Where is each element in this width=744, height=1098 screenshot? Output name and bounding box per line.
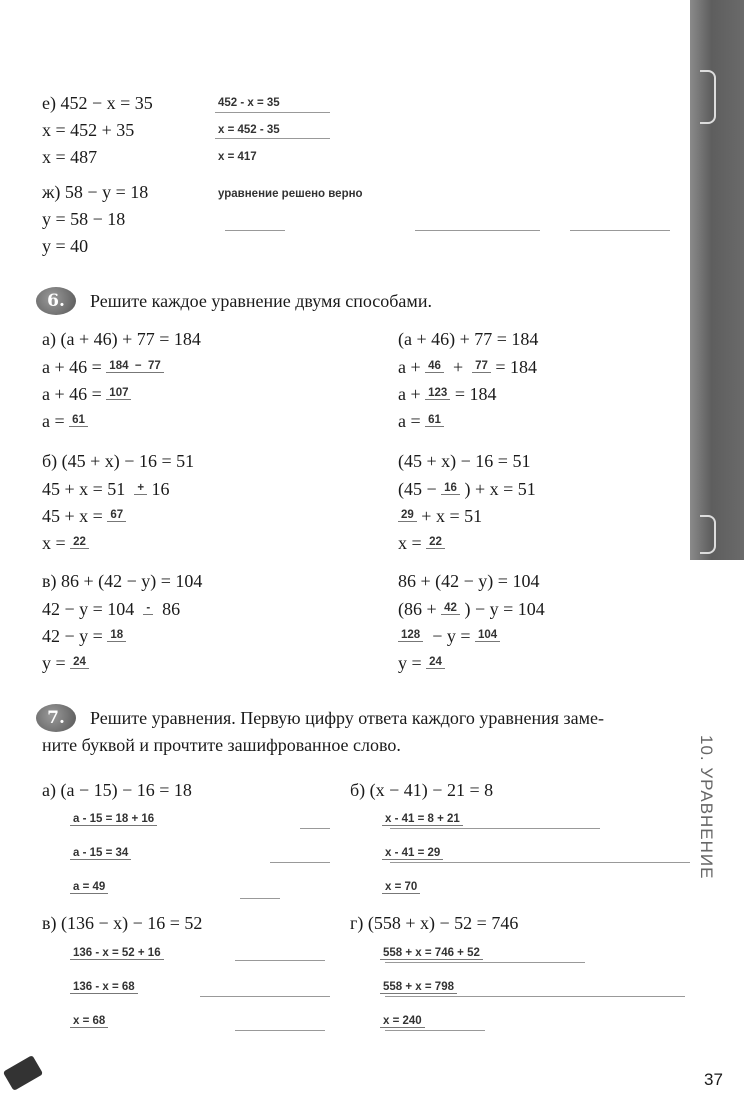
e-answers-line [215,119,283,143]
printed-text: г) (558 + x) − 52 = 746 [350,913,519,933]
printed-text: a + [398,384,426,404]
writing-line [270,862,330,863]
answer-text: 558 + x = 746 + 52 [380,947,483,960]
printed-text: y = [398,653,427,673]
t6-b-right-line [398,504,482,528]
printed-text: 45 + x = 51 [42,479,135,499]
printed-text: 16 [147,479,170,499]
writing-line [200,996,330,997]
task-6-title: Решите каждое уравнение двумя способами. [90,291,432,311]
zh-printed-line [42,181,148,204]
printed-text: + [443,357,473,377]
writing-line [235,960,325,961]
answer-text: a - 15 = 34 [70,847,131,860]
printed-text: x = [42,533,71,553]
printed-text: y = [42,653,71,673]
printed-text: 42 − y = 104 [42,599,144,619]
printed-text: y = 40 [42,236,89,256]
printed-text: 42 − y = [42,626,108,646]
zh-printed-line [42,208,125,231]
printed-text: y = 58 − 18 [42,209,126,229]
t6-b-left-line [42,477,170,501]
e-printed-line [42,119,134,142]
answer-text: 22 [70,536,89,549]
t6-v-left-line [42,570,202,593]
t6-b-left-line [42,450,194,473]
t6-v-right-line [398,597,545,621]
t6-v-left-line [42,624,126,648]
chapter-tab-band [690,0,744,560]
t6-v-right-line [398,570,539,593]
printed-text: a + 46 = [42,357,107,377]
t7-b-ans-line [382,876,420,900]
tab-notch [700,70,716,124]
answer-text: a - 15 = 18 + 16 [70,813,157,826]
writing-line [385,962,585,963]
printed-text: = 184 [450,384,497,404]
answer-text: x = 70 [382,881,420,894]
answer-text: 24 [426,656,445,669]
printed-text: x = 452 + 35 [42,120,135,140]
answer-text: 558 + x = 798 [380,981,457,994]
printed-text: = 184 [490,357,538,377]
answer-text: 184 − 77 [106,360,163,373]
writing-line [225,230,285,231]
printed-text: a + 46 = [42,384,107,404]
answer-text: 61 [69,414,88,427]
t6-a-left-line [42,355,164,379]
answer-text: x = 417 [218,151,257,163]
printed-text: + x = 51 [416,506,483,526]
printed-text: 86 + (42 − y) = 104 [398,571,540,591]
t7-b-line [350,779,493,802]
t7-a-ans-line [70,842,131,866]
task-6-number: 6. [36,287,76,315]
answer-text: x = 240 [380,1015,425,1028]
t6-a-right-line [398,328,538,351]
printed-text: е) 452 − x = 35 [42,93,153,113]
answer-text: x - 41 = 29 [382,847,443,860]
printed-text: (45 + x) − 16 = 51 [398,451,531,471]
writing-line [390,828,600,829]
t6-v-right-line [398,624,500,648]
t6-a-right-line [398,355,537,379]
t6-a-right-line [398,409,444,433]
t6-a-left-line [42,409,88,433]
printed-text: ) + x = 51 [459,479,536,499]
writing-line [235,1030,325,1031]
printed-text: а) (a + 46) + 77 = 184 [42,329,201,349]
e-answers-line [215,146,260,170]
answer-text: 123 [425,387,450,400]
answer-text: - [143,602,153,615]
answer-text: 136 - x = 68 [70,981,138,994]
writing-line [215,112,330,113]
answer-text: 16 [441,482,460,495]
printed-text: (a + 46) + 77 = 184 [398,329,539,349]
publisher-logo [3,1055,43,1091]
writing-line [385,1030,485,1031]
answer-text: 24 [70,656,89,669]
printed-text: б) (x − 41) − 21 = 8 [350,780,494,800]
e-printed-line [42,146,97,169]
t6-a-right-line [398,382,496,406]
printed-text: ж) 58 − y = 18 [42,182,149,202]
printed-text: − y = [423,626,475,646]
zh-printed-line [42,235,88,258]
answer-text: 77 [472,360,491,373]
t7-a-ans-line [70,876,108,900]
answer-text: 67 [107,509,126,522]
t7-g-line [350,912,518,935]
printed-text: x = 487 [42,147,98,167]
t7-v-line [42,912,202,935]
e-printed-line [42,92,153,115]
printed-text: a = [42,411,70,431]
answer-text: 104 [475,629,500,642]
t6-v-left-line [42,597,180,621]
writing-line [415,230,540,231]
printed-text: а) (a − 15) − 16 = 18 [42,780,192,800]
chapter-label: 10. УРАВНЕНИЕ [697,735,716,880]
writing-line [215,138,330,139]
t7-a-line [42,779,192,802]
answer-text: x = 68 [70,1015,108,1028]
printed-text: x = [398,533,427,553]
answer-text: 46 [425,360,444,373]
answer-text: 18 [107,629,126,642]
answer-text: 29 [398,509,417,522]
answer-text: x - 41 = 8 + 21 [382,813,463,826]
answer-text: 61 [425,414,444,427]
page-number: 37 [704,1070,723,1089]
printed-text: в) 86 + (42 − y) = 104 [42,571,203,591]
zh-answers-line [215,183,366,207]
writing-line [240,898,280,899]
t7-v-ans-line [70,942,164,966]
t6-v-right-line [398,651,445,675]
printed-text: в) (136 − x) − 16 = 52 [42,913,203,933]
answer-text: a = 49 [70,881,108,894]
t6-a-left-line [42,328,201,351]
task-7-title-line2: ните буквой и прочтите зашифрованное слово. [42,735,401,755]
printed-text: a + [398,357,426,377]
t7-v-ans-line [70,1010,108,1034]
answer-text: 107 [106,387,131,400]
answer-text: + [134,482,147,495]
printed-text: б) (45 + x) − 16 = 51 [42,451,195,471]
task-7-title-line1: Решите уравнения. Первую цифру ответа каждого уравнения заме- [90,708,604,728]
writing-line [300,828,330,829]
t6-b-right-line [398,450,530,473]
t6-b-left-line [42,504,126,528]
t7-a-ans-line [70,808,157,832]
writing-line [390,862,690,863]
writing-line [570,230,670,231]
answer-text: 22 [426,536,445,549]
printed-text: (86 + [398,599,442,619]
answer-text: 128 [398,629,423,642]
answer-text: 42 [441,602,460,615]
t6-a-left-line [42,382,131,406]
tab-notch [700,515,716,554]
t6-b-right-line [398,477,536,501]
printed-text: a = [398,411,426,431]
writing-line [385,996,685,997]
answer-text: 136 - x = 52 + 16 [70,947,164,960]
printed-text: (45 − [398,479,442,499]
answer-text: x = 452 - 35 [218,124,280,136]
printed-text: 86 [153,599,181,619]
t6-b-right-line [398,531,445,555]
task-7-number: 7. [36,704,76,732]
printed-text: ) − y = 104 [459,599,545,619]
answer-text: уравнение решено верно [218,188,363,200]
answer-text: 452 - x = 35 [218,97,280,109]
t6-b-left-line [42,531,89,555]
t6-v-left-line [42,651,89,675]
t7-v-ans-line [70,976,138,1000]
printed-text: 45 + x = [42,506,108,526]
